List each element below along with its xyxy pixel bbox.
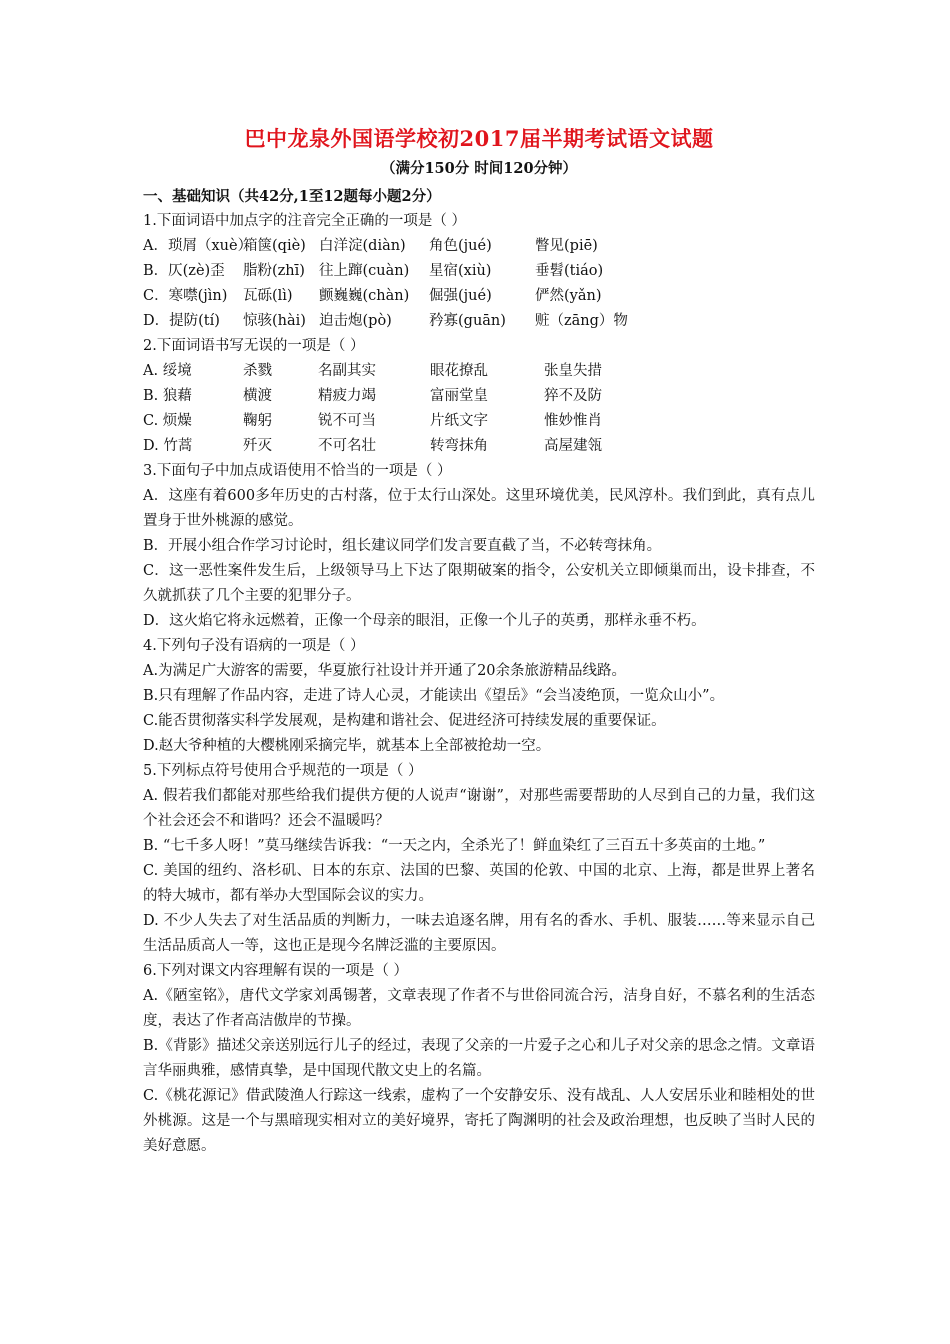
question-2-option-b: B. 狼藉 横渡 精疲力竭 富丽堂皇 猝不及防 [143,388,602,404]
question-4-option-a: A.为满足广大游客的需要，华夏旅行社设计并开通了20余条旅游精品线路。 [143,663,627,679]
question-4-stem: 4.下列句子没有语病的一项是（ ） [143,638,365,654]
question-5-option-b: B. “七千多人呀！”莫马继续告诉我：“一天之内，全杀光了！鲜血染红了三百五十多英亩的土地。” [143,838,766,854]
question-1-option-d: D．提防(tí) 惊骇(hài) 迫击炮(pò) 矜寡(guān) 赃（zāng）物 [143,313,628,329]
question-4-option-d: D.赵大爷种植的大樱桃刚采摘完毕，就基本上全部被抢劫一空。 [143,738,551,754]
question-6-stem: 6.下列对课文内容理解有误的一项是（ ） [143,963,408,979]
question-1-option-c: C．寒噤(jìn) 瓦砾(lì) 颤巍巍(chàn) 倔强(jué) 俨然(yǎn) [143,288,602,304]
question-1-option-b: B．仄(zè)歪 脂粉(zhī) 往上蹿(cuàn) 星宿(xiù) 垂髫(tiáo) [143,263,604,279]
question-5-stem: 5.下列标点符号使用合乎规范的一项是（ ） [143,763,423,779]
section-heading: 一、基础知识（共42分,1至12题每小题2分） [143,188,441,205]
question-3-option-b: B．开展小组合作学习讨论时，组长建议同学们发言要直截了当，不必转弯抹角。 [143,538,662,554]
question-3-option-c: C．这一恶性案件发生后，上级领导马上下达了限期破案的指令，公安机关立即倾巢而出，设卡排查，不久就抓获了几个主要的犯罪分子。 [143,563,815,604]
question-3-option-a: A．这座有着600多年历史的古村落，位于太行山深处。这里环境优美，民风淳朴。我们到此，真有点儿置身于世外桃源的感觉。 [143,488,815,529]
question-6-option-c: C.《桃花源记》借武陵渔人行踪这一线索，虚构了一个安静安乐、没有战乱、人人安居乐业和睦相处的世外桃源。这是一个与黑暗现实相对立的美好境界，寄托了陶渊明的社会及政治理想，也反映了当时人民的美好意愿。 [143,1088,815,1154]
question-3-stem: 3.下面句子中加点成语使用不恰当的一项是（ ） [143,463,452,479]
exam-subtitle: （满分150分 时间120分钟） [380,160,578,177]
exam-page [143,122,815,1159]
question-2-option-a: A. 绥境 杀戮 名副其实 眼花撩乱 张皇失措 [143,363,602,379]
question-6-option-a: A.《陋室铭》，唐代文学家刘禹锡著，文章表现了作者不与世俗同流合污，洁身自好，不慕名利的生活态度，表达了作者高洁傲岸的节操。 [143,988,815,1029]
question-4-option-b: B.只有理解了作品内容，走进了诗人心灵，才能读出《望岳》“会当凌绝顶，一览众山小”。 [143,688,725,704]
question-1-stem: 1.下面词语中加点字的注音完全正确的一项是（ ） [143,213,466,229]
question-2-option-d: D. 竹蒿 歼灭 不可名壮 转弯抹角 高屋建瓴 [143,438,602,454]
question-5-option-c: C. 美国的纽约、洛杉矶、日本的东京、法国的巴黎、英国的伦敦、中国的北京、上海，都是世界上著名的特大城市，都有举办大型国际会议的实力。 [143,863,815,904]
question-5-option-a: A. 假若我们都能对那些给我们提供方便的人说声“谢谢”，对那些需要帮助的人尽到自己的力量，我们这个社会还会不和谐吗？还会不温暖吗？ [143,788,815,829]
question-1-option-a: A．琐屑（xuè） 箱箧(qiè) 白洋淀(diàn) 角色(jué) 瞥见(piē) [143,238,598,254]
question-3-option-d: D．这火焰它将永远燃着，正像一个母亲的眼泪，正像一个儿子的英勇，那样永垂不朽。 [143,613,706,629]
question-6-option-b: B.《背影》描述父亲送别远行儿子的经过，表现了父亲的一片爱子之心和儿子对父亲的思念之情。文章语言华丽典雅，感情真挚，是中国现代散文史上的名篇。 [143,1038,815,1079]
question-2-option-c: C. 烦燥 鞠躬 锐不可当 片纸文字 惟妙惟肖 [143,413,602,429]
exam-title: 巴中龙泉外国语学校初2017届半期考试语文试题 [244,126,714,151]
question-2-stem: 2.下面词语书写无误的一项是（ ） [143,338,365,354]
question-5-option-d: D. 不少人失去了对生活品质的判断力，一味去追逐名牌，用有名的香水、手机、服装……等来显示自己生活品质高人一等，这也正是现今名牌泛滥的主要原因。 [143,913,815,954]
question-4-option-c: C.能否贯彻落实科学发展观，是构建和谐社会、促进经济可持续发展的重要保证。 [143,713,666,729]
